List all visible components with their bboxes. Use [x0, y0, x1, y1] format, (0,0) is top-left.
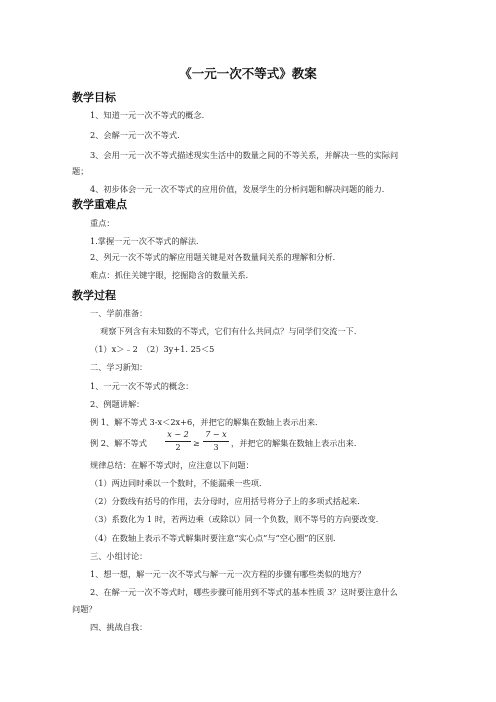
key-point-line: 难点：抓住关键字眼，挖掘隐含的数量关系．	[90, 270, 254, 280]
process-line: （3）系数化为 1 时，若两边乘（或除以）同一个负数，则不等号的方向要改变．	[90, 514, 384, 524]
goal-item: 2、会解一元一次不等式．	[90, 130, 186, 140]
process-line: （4）在数轴上表示不等式解集时要注意“实心点”与“空心圈”的区别．	[90, 533, 342, 543]
process-line: 四、挑战自我：	[90, 622, 148, 632]
fraction-left-numerator: x − 2	[167, 430, 189, 439]
section-heading-goals: 教学目标	[72, 91, 116, 104]
process-line: 2、在解一元一次不等式时，哪些步骤可能用到不等式的基本性质 3？这时要注意什么	[90, 587, 398, 597]
process-line: 1、想一想，解一元一次不等式与解一元一次方程的步骤有哪些类似的地方？	[90, 569, 366, 579]
process-line: 1、一元一次不等式的概念：	[90, 381, 194, 391]
fraction-right-numerator: 7 − x	[205, 430, 227, 439]
process-line: 二、学习新知：	[90, 362, 148, 372]
section-heading-key-points: 教学重难点	[72, 198, 127, 211]
section-heading-process: 教学过程	[72, 289, 116, 302]
example-2-label: 例 2、解不等式	[90, 438, 147, 448]
document-title: 《一元一次不等式》教案	[179, 66, 317, 81]
process-line: 2、例题讲解：	[90, 399, 145, 409]
process-line: 观察下列含有未知数的不等式，它们有什么共同点？与同学们交流一下．	[100, 326, 363, 336]
fraction-left-denominator: 2	[175, 443, 181, 452]
fraction-right-denominator: 3	[213, 443, 219, 452]
process-line: 一、学前准备：	[90, 308, 148, 318]
key-point-line: 1.掌握一元一次不等式的解法．	[90, 236, 205, 246]
process-line: （2）分数线有括号的作用，去分母时，应用括号将分子上的多项式括起来．	[90, 496, 366, 506]
key-point-line: 2、列元一次不等式的解应用题关键是对各数量间关系的理解和分析．	[90, 252, 341, 262]
process-line: 三、小组讨论：	[90, 551, 148, 561]
goal-item: 4、初步体会一元一次不等式的应用价值，发展学生的分析问题和解决问题的能力．	[90, 184, 390, 194]
goal-item: 1、知道一元一次不等式的概念．	[90, 110, 210, 120]
fraction-left-bar	[165, 441, 191, 442]
key-point-line: 重点：	[90, 218, 115, 228]
fraction-right-bar	[203, 441, 229, 442]
ge-sign: ≥	[193, 438, 200, 448]
goal-item: 3、会用一元一次不等式描述现实生活中的数量之间的不等关系，并解决一些的实际问	[90, 150, 399, 160]
process-line: （1）两边同时乘以一个数时，不能漏乘一些项．	[90, 478, 268, 488]
example-1: 例 1、解不等式 3-x＜2x+6，并把它的解集在数轴上表示出来．	[90, 417, 324, 427]
process-line: 规律总结：在解不等式时，应注意以下问题：	[90, 460, 254, 470]
example-2-text: ，并把它的解集在数轴上表示出来．	[231, 438, 363, 448]
goal-item: 题；	[72, 166, 89, 176]
process-line: （1）x＞﹣2 （2）3y+1. 25＜5	[90, 344, 215, 354]
process-line: 问题？	[72, 604, 97, 614]
